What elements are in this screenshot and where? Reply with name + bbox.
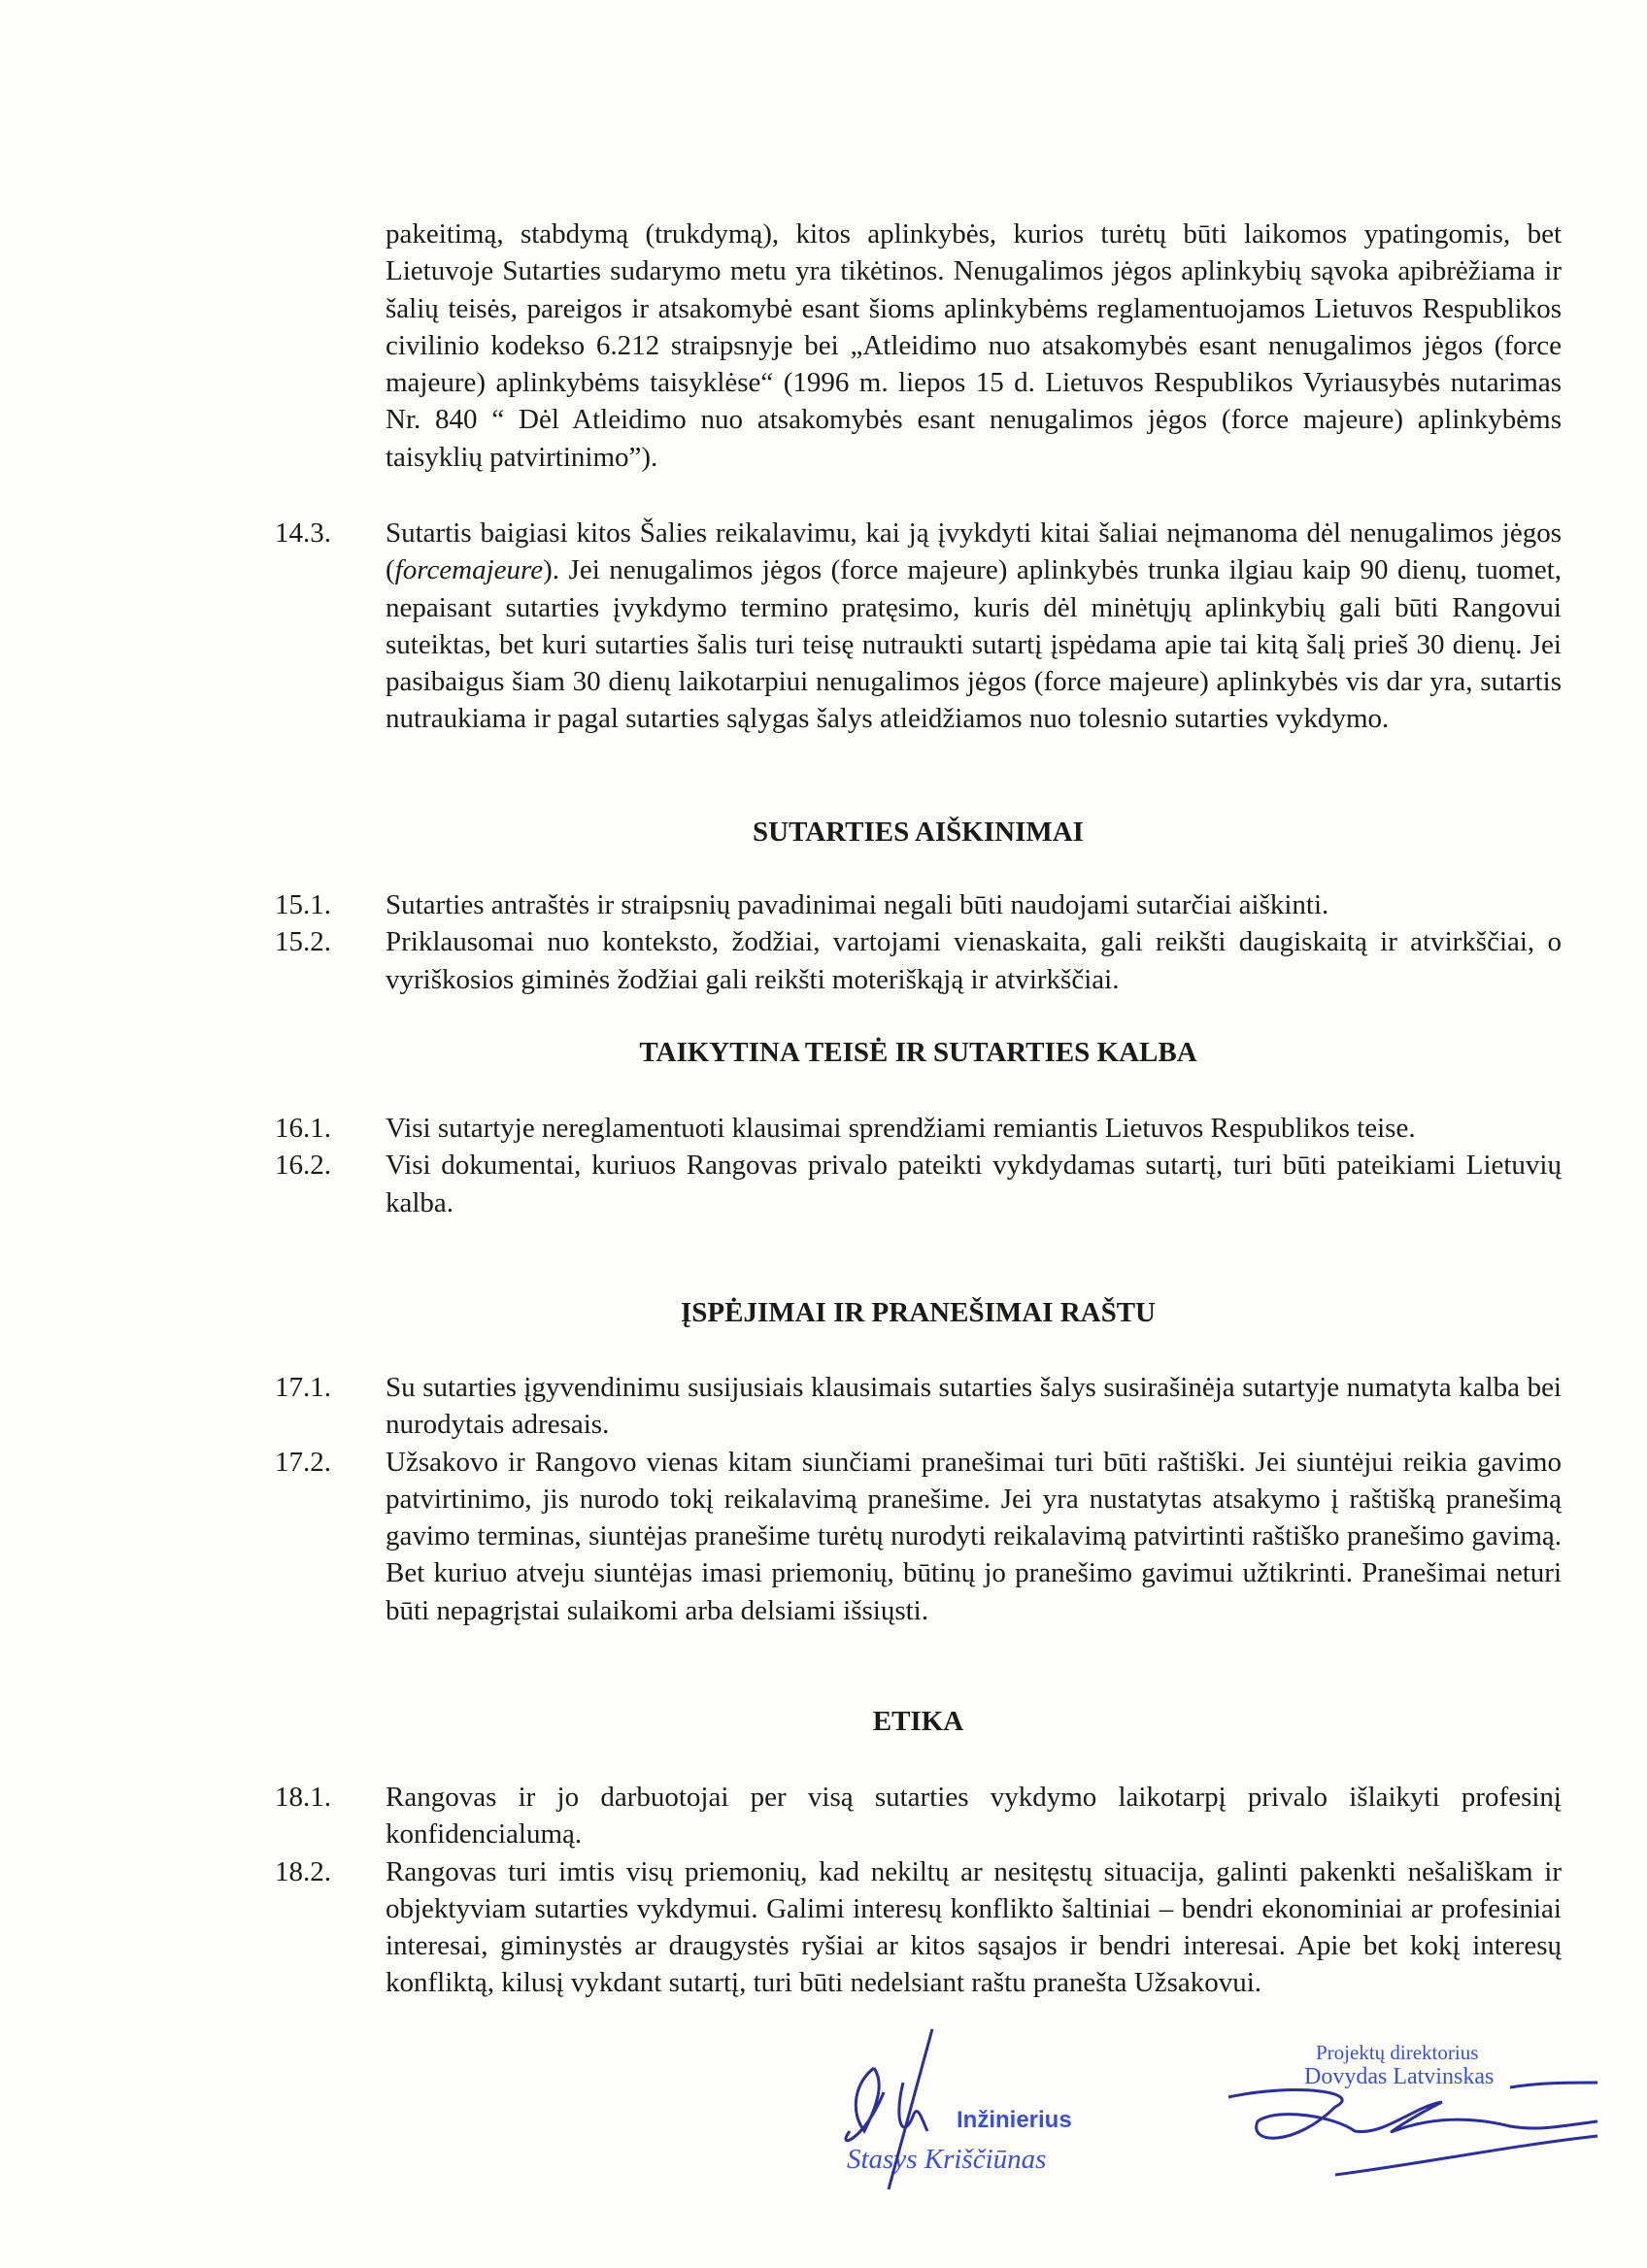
clause-number: 16.2. bbox=[275, 1150, 331, 1182]
section-interpretation bbox=[275, 886, 1562, 998]
stamp-name-right: Dovydas Latvinskas bbox=[1304, 2064, 1495, 2089]
clause bbox=[275, 1853, 1562, 2002]
clause-number: 14.3. bbox=[275, 517, 331, 549]
clause-number: 18.2. bbox=[275, 1855, 331, 1887]
clause-text: Visi dokumentai, kuriuos Rangovas privalo pateikti vykdydamas sutartį, turi būti pateikiami Lietuvių kalba. bbox=[386, 1150, 1562, 1218]
stamp-name-left: Stasys Kriščiūnas bbox=[847, 2144, 1047, 2175]
clause-text-italic: forcemajeure bbox=[394, 554, 544, 586]
clause-text: Užsakovo ir Rangovo vienas kitam siunčiami pranešimai turi būti raštiški. Jei siuntėjui reikia gavimo patvirtinimo, jis nurodo tokį reikalavimą pranešime. Jei yra nustatytas atsakymo į raštišką pranešimą gavimo terminas, siuntėjas pranešime turėtų nurodyti reikalavimą patvirtinti raštiško pranešimo gavimą. Bet kuriuo atveju siuntėjas imasi priemonių, būtinų jo pranešimo gavimui užtikrinti. Pranešimai neturi būti nepagrįstai sulaikomi arba delsiami išsiųsti. bbox=[386, 1446, 1562, 1626]
clause-number: 15.2. bbox=[275, 926, 331, 958]
clause-text: Su sutarties įgyvendinimu susijusiais klausimais sutarties šalys susirašinėja sutartyje numatyta kalba bei nurodytais adresais. bbox=[386, 1372, 1562, 1441]
stamp-title-left: Inžinierius bbox=[957, 2107, 1072, 2133]
clause-number: 16.1. bbox=[275, 1113, 331, 1144]
clause-number: 17.2. bbox=[275, 1446, 331, 1478]
section-ethics bbox=[275, 1779, 1562, 2002]
clause-14-3 bbox=[275, 515, 1562, 738]
clause-number: 17.1. bbox=[275, 1372, 331, 1403]
intro-paragraph: pakeitimą, stabdymą (trukdymą), kitos aplinkybės, kurios turėtų būti laikomos ypatingomis, bet Lietuvoje Sutarties sudarymo metu yra tikėtinos. Nenugalimos jėgos aplinkybių sąvoka apibrėžiama ir šalių teisės, pareigos ir atsakomybė esant šioms aplinkybėms reglamentuojamos Lietuvos Respublikos civilinio kodekso 6.212 straipsnyje bei „Atleidimo nuo atsakomybės esant nenugalimos jėgos (force majeure) aplinkybėms taisyklėse“ (1996 m. liepos 15 d. Lietuvos Respublikos Vyriausybės nutarimas Nr. 840 “ Dėl Atleidimo nuo atsakomybės esant nenugalimos jėgos (force majeure) aplinkybėms taisyklių patvirtinimo”). bbox=[386, 218, 1562, 473]
clause-text-part: Sutartis baigiasi kitos Šalies reikalavimu, kai ją įvykdyti kitai šaliai neįmanoma dėl nenugalimos jėgos ( bbox=[386, 517, 1562, 586]
clause-text: Rangovas ir jo darbuotojai per visą sutarties vykdymo laikotarpį privalo išlaikyti profesinį konfidencialumą. bbox=[386, 1782, 1562, 1851]
clause-text: Visi sutartyje nereglamentuoti klausimai sprendžiami remiantis Lietuvos Respublikos teise. bbox=[386, 1113, 1416, 1144]
clause bbox=[275, 1147, 1562, 1221]
section-law-language bbox=[275, 1110, 1562, 1221]
clause bbox=[275, 1779, 1562, 1853]
section-heading: ĮSPĖJIMAI IR PRANEŠIMAI RAŠTU bbox=[680, 1297, 1157, 1328]
clause-number: 18.1. bbox=[275, 1782, 331, 1813]
clause bbox=[275, 886, 1562, 923]
signature-right bbox=[1219, 2078, 1607, 2194]
clause bbox=[275, 1110, 1562, 1147]
clause-text: Rangovas turi imtis visų priemonių, kad nekiltų ar nesitęstų situacija, galinti pakenkti nešališkam ir objektyviam sutarties vykdymui. Galimi interesų konflikto šaltiniai – bendri ekonominiai ar profesiniai interesai, giminystės ar draugystės ryšiai ar kitos sąsajos ir bendri interesai. Apie bet kokį interesų konfliktą, kilusį vykdant sutartį, turi būti nedelsiant raštu pranešta Užsakovui. bbox=[386, 1855, 1562, 1999]
clause-text: Sutarties antraštės ir straipsnių pavadinimai negali būti naudojami sutarčiai aiškinti. bbox=[386, 889, 1329, 920]
clause-text bbox=[386, 515, 1562, 738]
stamp-title-right: Projektų direktorius bbox=[1316, 2041, 1479, 2064]
signature-left bbox=[796, 2024, 1010, 2199]
section-notices bbox=[275, 1369, 1562, 1629]
section-heading: SUTARTIES AIŠKINIMAI bbox=[753, 817, 1084, 848]
clause-text: Priklausomai nuo konteksto, žodžiai, vartojami vienaskaita, gali reikšti daugiskaitą ir atvirkščiai, o vyriškosios giminės žodžiai gali reikšti moteriškąją ir atvirkščiai. bbox=[386, 926, 1562, 995]
clause bbox=[275, 1369, 1562, 1444]
clause bbox=[275, 1444, 1562, 1629]
clause bbox=[275, 923, 1562, 998]
clause-number: 15.1. bbox=[275, 889, 331, 920]
clause-text-part: ). Jei nenugalimos jėgos (force majeure) aplinkybės trunka ilgiau kaip 90 dienų, tuomet, nepaisant sutarties įvykdymo termino pratęsimo, kuris dėl minėtųjų aplinkybių gali būti Rangovui suteiktas, bet kuri sutarties šalis turi teisę nutraukti sutartį įspėdama apie tai kitą šalį prieš 30 dienų. Jei pasibaigus šiam 30 dienų laikotarpiui nenugalimos jėgos (force majeure) aplinkybės vis dar yra, sutartis nutraukiama ir pagal sutarties sąlygas šalys atleidžiamos nuo tolesnio sutarties vykdymo. bbox=[386, 554, 1562, 735]
section-heading: ETIKA bbox=[872, 1706, 964, 1737]
section-heading: TAIKYTINA TEISĖ IR SUTARTIES KALBA bbox=[639, 1037, 1197, 1068]
